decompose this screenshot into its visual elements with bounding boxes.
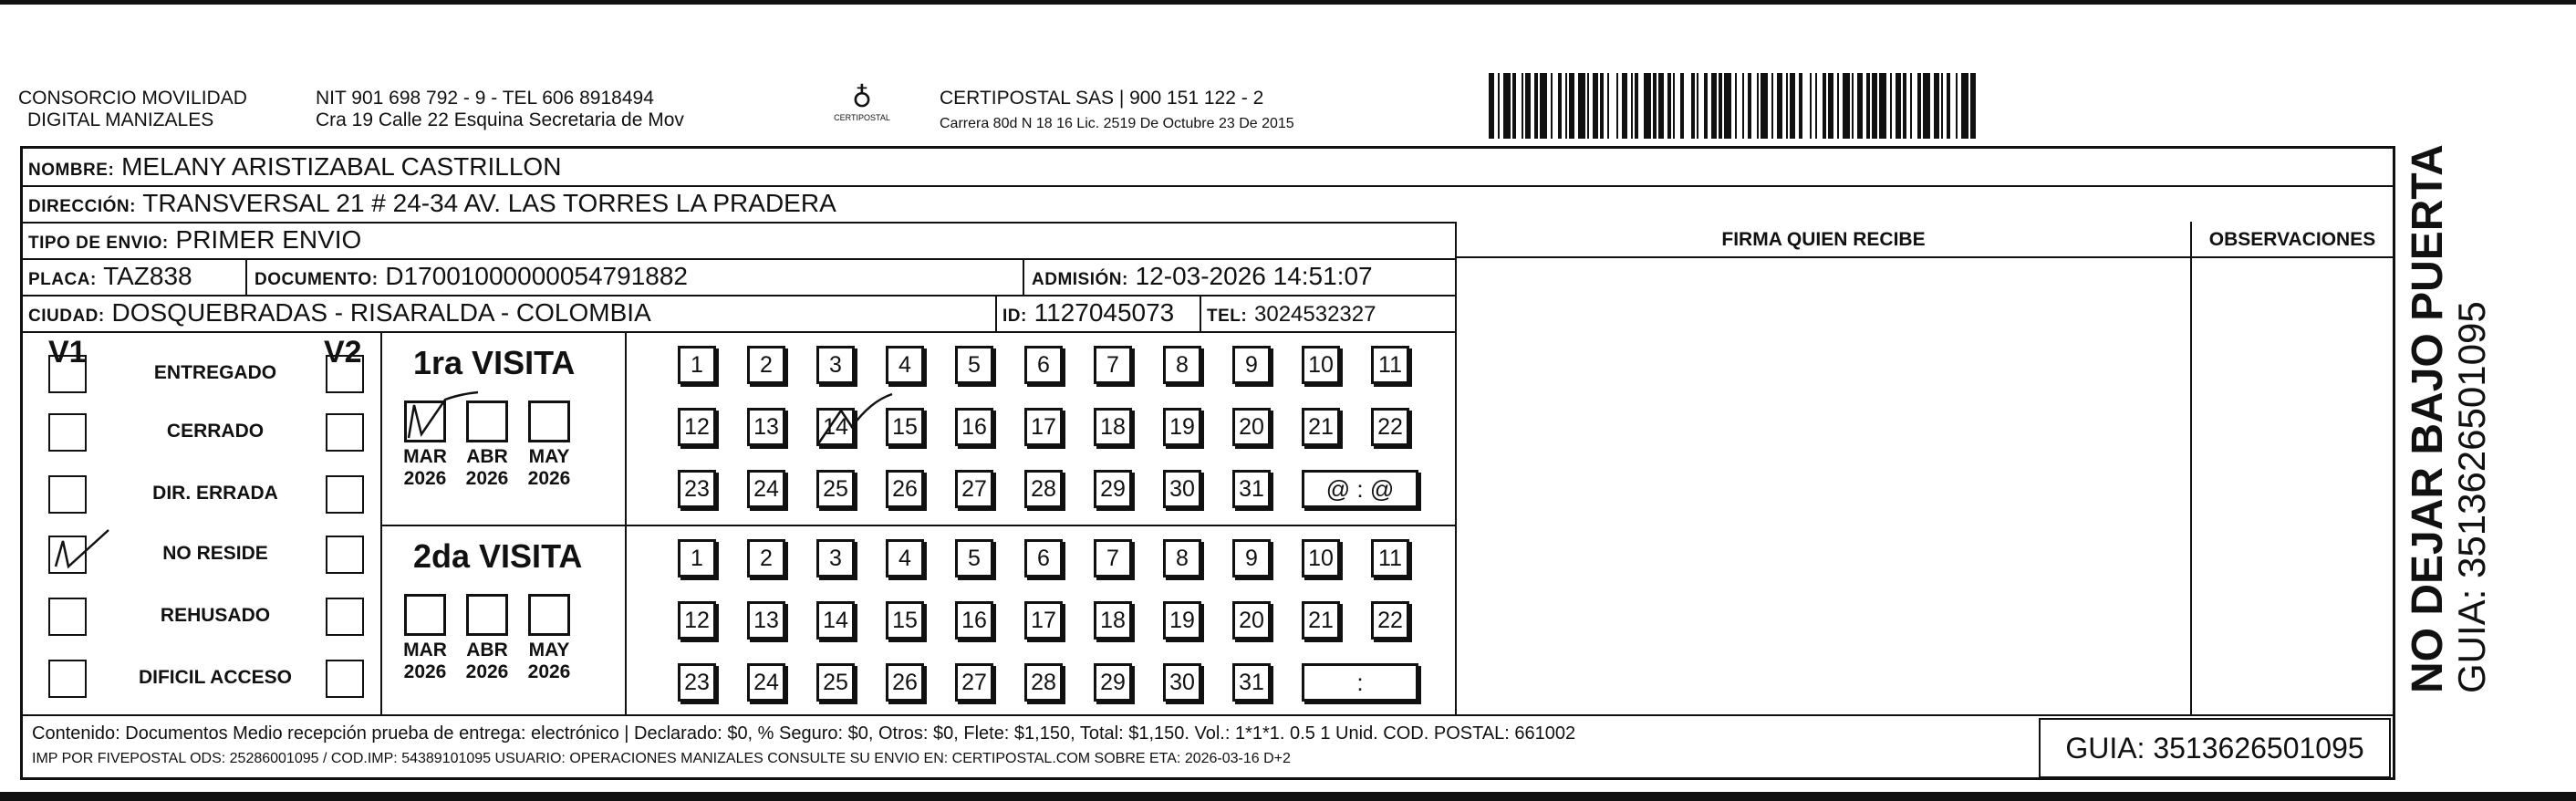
signature-area[interactable] (1459, 260, 2188, 713)
day-box[interactable]: 24 (747, 663, 785, 702)
year-label: 2026 (403, 661, 447, 682)
day-box[interactable]: 31 (1232, 663, 1271, 702)
time-box[interactable]: : (1302, 663, 1418, 702)
day-box[interactable]: 16 (955, 601, 993, 640)
day-box[interactable]: 30 (1163, 663, 1201, 702)
admision-value: 12-03-2026 14:51:07 (1135, 262, 1373, 290)
day-box[interactable]: 26 (886, 470, 924, 508)
day-box[interactable]: 2 (747, 346, 785, 384)
year-label: 2026 (527, 661, 571, 682)
year-label: 2026 (465, 661, 509, 682)
visit-title: 1ra VISITA (413, 344, 576, 381)
v1-header: V1 (48, 335, 87, 369)
day-box[interactable]: 4 (886, 539, 924, 577)
status-label: DIFICIL ACCESO (138, 667, 292, 688)
placa-label: PLACA: (28, 270, 97, 289)
day-box[interactable]: 14 (816, 601, 855, 640)
status-label: REHUSADO (160, 605, 271, 626)
admision-label: ADMISIÓN: (1032, 270, 1128, 289)
direccion-label: DIRECCIÓN: (28, 197, 136, 216)
day-box[interactable]: 8 (1163, 539, 1201, 577)
day-box[interactable]: 7 (1094, 539, 1132, 577)
logo-text: CERTIPOSTAL (834, 113, 890, 122)
day-box[interactable]: 27 (955, 663, 993, 702)
v1-checkbox[interactable] (48, 598, 87, 636)
day-box[interactable]: 20 (1232, 408, 1271, 446)
status-label: ENTREGADO (153, 362, 277, 383)
day-box[interactable]: 19 (1163, 408, 1201, 446)
month-label: MAY (528, 446, 570, 467)
day-box[interactable]: 24 (747, 470, 785, 508)
day-box[interactable]: 10 (1302, 346, 1340, 384)
day-box[interactable]: 11 (1371, 539, 1409, 577)
day-box[interactable]: 17 (1024, 601, 1063, 640)
day-box[interactable]: 22 (1371, 408, 1409, 446)
month-label: ABR (466, 446, 508, 467)
v1-checkbox[interactable] (48, 475, 87, 514)
month-label: MAR (403, 640, 447, 661)
day-box[interactable]: 28 (1024, 470, 1063, 508)
courier-line1: CERTIPOSTAL SAS | 900 151 122 - 2 (940, 88, 1264, 109)
firma-header: FIRMA QUIEN RECIBE (1721, 229, 1926, 250)
day-box[interactable]: 12 (678, 408, 716, 446)
ciudad-label: CIUDAD: (28, 307, 105, 326)
check-mark-icon (50, 530, 105, 576)
documento-label: DOCUMENTO: (254, 270, 379, 289)
barcode (1489, 73, 2218, 139)
v1-checkbox[interactable] (48, 355, 87, 393)
day-box[interactable]: 7 (1094, 346, 1132, 384)
year-label: 2026 (527, 468, 571, 489)
visit-title: 2da VISITA (413, 537, 583, 575)
day-box[interactable]: 4 (886, 346, 924, 384)
day-box[interactable]: 20 (1232, 601, 1271, 640)
ciudad-value: DOSQUEBRADAS - RISARALDA - COLOMBIA (111, 298, 651, 327)
v1-checkbox[interactable] (48, 413, 87, 452)
day-box[interactable]: 23 (678, 663, 716, 702)
day-box[interactable]: 5 (955, 346, 993, 384)
day-box[interactable]: 18 (1094, 601, 1132, 640)
day-box[interactable]: 30 (1163, 470, 1201, 508)
day-box[interactable]: 14 (816, 408, 855, 446)
id-label: ID: (1002, 307, 1027, 326)
side-guia: GUIA: 3513626501095 (2450, 301, 2493, 693)
day-box[interactable]: 15 (886, 408, 924, 446)
address-line: Cra 19 Calle 22 Esquina Secretaria de Mov (316, 109, 684, 130)
day-box[interactable]: 29 (1094, 470, 1132, 508)
day-box[interactable]: 17 (1024, 408, 1063, 446)
day-box[interactable]: 13 (747, 408, 785, 446)
guia-number: GUIA: 3513626501095 (2039, 718, 2391, 778)
day-box[interactable]: 1 (678, 346, 716, 384)
day-box[interactable]: 27 (955, 470, 993, 508)
day-box[interactable]: 23 (678, 470, 716, 508)
day-box[interactable]: 12 (678, 601, 716, 640)
org-name-line1: CONSORCIO MOVILIDAD (18, 88, 247, 109)
top-border (0, 0, 2576, 5)
v2-checkbox[interactable] (326, 536, 364, 574)
day-box[interactable]: 6 (1024, 346, 1063, 384)
status-label: DIR. ERRADA (152, 483, 278, 504)
nombre-label: NOMBRE: (28, 161, 115, 180)
day-box[interactable]: 18 (1094, 408, 1132, 446)
month-checkbox[interactable] (404, 400, 446, 442)
day-box[interactable]: 2 (747, 539, 785, 577)
day-box[interactable]: 11 (1371, 346, 1409, 384)
day-box[interactable]: 6 (1024, 539, 1063, 577)
tel-value: 3024532327 (1254, 302, 1376, 327)
tipo-envio-label: TIPO DE ENVIO: (28, 234, 169, 253)
day-box[interactable]: 15 (886, 601, 924, 640)
tipo-envio-value: PRIMER ENVIO (175, 225, 362, 254)
day-box[interactable]: 5 (955, 539, 993, 577)
day-box[interactable]: 31 (1232, 470, 1271, 508)
v2-checkbox[interactable] (326, 660, 364, 698)
nit-line: NIT 901 698 792 - 9 - TEL 606 8918494 (316, 88, 654, 109)
day-box[interactable]: 3 (816, 346, 855, 384)
day-box[interactable]: 29 (1094, 663, 1132, 702)
org-name-line2: DIGITAL MANIZALES (27, 109, 214, 130)
bottom-border (0, 792, 2576, 801)
day-box[interactable]: 21 (1302, 601, 1340, 640)
documento-value: D17001000000054791882 (385, 262, 688, 290)
v1-checkbox[interactable] (48, 660, 87, 698)
day-box[interactable]: 10 (1302, 539, 1340, 577)
certipostal-logo (826, 84, 898, 139)
day-box[interactable]: 9 (1232, 539, 1271, 577)
tel-label: TEL: (1207, 307, 1248, 326)
contents-line: Contenido: Documentos Medio recepción prueba de entrega: electrónico | Declarado: $0, % Seguro: $0, Otros: $0, Flete: $1,150, Total: $1,150. Vol.: 1*1*1. 0.5 1 Unid. COD. POSTAL: 661002 (32, 723, 1576, 744)
day-box[interactable]: 19 (1163, 601, 1201, 640)
direccion-value: TRANSVERSAL 21 # 24-34 AV. LAS TORRES LA PRADERA (142, 189, 836, 217)
v2-checkbox[interactable] (326, 355, 364, 393)
day-box[interactable]: 26 (886, 663, 924, 702)
side-notice (2405, 144, 2492, 693)
month-label: MAY (528, 640, 570, 661)
day-box[interactable]: 3 (816, 539, 855, 577)
v1-checkbox[interactable] (48, 536, 87, 574)
courier-line2: Carrera 80d N 18 16 Lic. 2519 De Octubre 23 De 2015 (940, 116, 1294, 131)
logo-icon: ♁ (852, 82, 872, 114)
observations-area[interactable] (2194, 260, 2391, 713)
month-label: MAR (403, 446, 447, 467)
v2-checkbox[interactable] (326, 475, 364, 514)
delivery-form (20, 146, 2395, 780)
day-box[interactable]: 16 (955, 408, 993, 446)
month-checkbox[interactable] (466, 400, 508, 442)
status-label: NO RESIDE (162, 543, 268, 564)
v2-checkbox[interactable] (326, 598, 364, 636)
month-checkbox[interactable] (404, 594, 446, 636)
v2-checkbox[interactable] (326, 413, 364, 452)
nombre-value: MELANY ARISTIZABAL CASTRILLON (121, 152, 562, 181)
no-dejar-bajo-puerta: NO DEJAR BAJO PUERTA (2404, 144, 2452, 693)
day-box[interactable]: 9 (1232, 346, 1271, 384)
print-info-line: IMP POR FIVEPOSTAL ODS: 25286001095 / COD.IMP: 54389101095 USUARIO: OPERACIONES MANIZALES CONSULTE SU ENVIO EN: CERTIPOSTAL.COM SOBRE ETA: 2026-03-16 D+2 (32, 751, 1291, 766)
v2-header: V2 (324, 335, 362, 369)
day-box[interactable]: 21 (1302, 408, 1340, 446)
year-label: 2026 (465, 468, 509, 489)
id-value: 1127045073 (1034, 298, 1175, 327)
day-box[interactable]: 8 (1163, 346, 1201, 384)
time-box[interactable]: @ : @ (1302, 470, 1418, 508)
year-label: 2026 (403, 468, 447, 489)
month-checkbox[interactable] (528, 594, 570, 636)
observaciones-header: OBSERVACIONES (2208, 229, 2376, 250)
placa-value: TAZ838 (103, 262, 192, 290)
day-box[interactable]: 1 (678, 539, 716, 577)
day-box[interactable]: 22 (1371, 601, 1409, 640)
day-box[interactable]: 13 (747, 601, 785, 640)
day-box[interactable]: 25 (816, 470, 855, 508)
month-checkbox[interactable] (528, 400, 570, 442)
month-label: ABR (466, 640, 508, 661)
status-label: CERRADO (166, 421, 265, 442)
day-box[interactable]: 25 (816, 663, 855, 702)
day-box[interactable]: 28 (1024, 663, 1063, 702)
month-checkbox[interactable] (466, 594, 508, 636)
